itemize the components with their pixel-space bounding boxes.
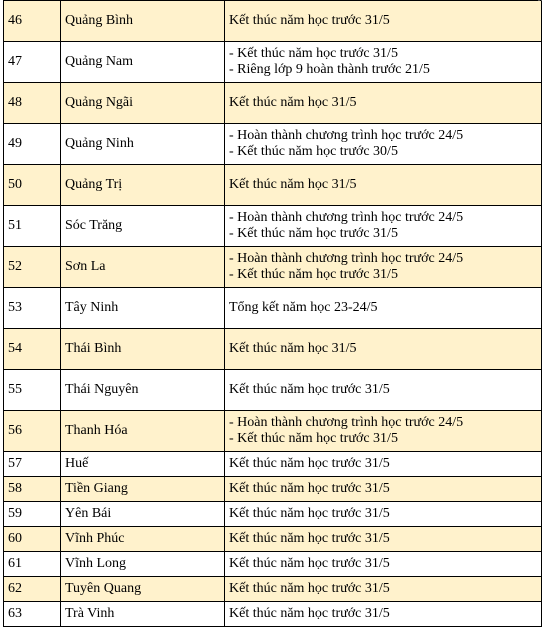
province-name-cell: Thái Bình	[61, 329, 225, 370]
table-row	[4, 502, 542, 527]
table-row	[4, 124, 542, 165]
row-number-cell: 47	[4, 42, 61, 83]
row-number-cell: 52	[4, 247, 61, 288]
table-row	[4, 288, 542, 329]
schedule-note-cell	[225, 477, 542, 502]
table-row	[4, 411, 542, 452]
schedule-note-line: Kết thúc năm học 31/5	[229, 341, 357, 356]
schedule-note-line: Kết thúc năm học trước 31/5	[229, 506, 390, 521]
table-row	[4, 452, 542, 477]
schedule-note-cell	[225, 206, 542, 247]
row-number-cell: 48	[4, 83, 61, 124]
schedule-note-line: Kết thúc năm học trước 31/5	[229, 456, 390, 471]
row-number-cell: 62	[4, 577, 61, 602]
province-name-cell: Quảng Ninh	[61, 124, 225, 165]
table-row	[4, 577, 542, 602]
table-row	[4, 206, 542, 247]
schedule-note-cell	[225, 602, 542, 627]
row-number-cell: 46	[4, 1, 61, 42]
schedule-note-line: Kết thúc năm học trước 31/5	[229, 531, 390, 546]
province-schedule-table	[3, 0, 542, 627]
schedule-note-cell	[225, 1, 542, 42]
schedule-note-cell	[225, 370, 542, 411]
schedule-note-cell	[225, 124, 542, 165]
schedule-note-line: Kết thúc năm học trước 31/5	[229, 382, 390, 397]
schedule-note-line: - Kết thúc năm học trước 31/5	[229, 431, 398, 446]
schedule-note-cell	[225, 577, 542, 602]
table-row	[4, 602, 542, 627]
schedule-note-line: Kết thúc năm học 31/5	[229, 177, 357, 192]
schedule-note-cell	[225, 552, 542, 577]
corner-mark	[538, 0, 542, 2]
schedule-note-line: - Kết thúc năm học trước 31/5	[229, 226, 398, 241]
province-name-cell: Tây Ninh	[61, 288, 225, 329]
table-row	[4, 247, 542, 288]
schedule-note-line: - Hoàn thành chương trình học trước 24/5	[229, 128, 464, 143]
schedule-note-cell	[225, 83, 542, 124]
row-number-cell: 58	[4, 477, 61, 502]
schedule-note-cell	[225, 288, 542, 329]
table-row	[4, 477, 542, 502]
row-number-cell: 59	[4, 502, 61, 527]
province-name-cell: Quảng Bình	[61, 1, 225, 42]
table-row	[4, 83, 542, 124]
table-body	[4, 1, 542, 627]
schedule-note-cell	[225, 329, 542, 370]
row-number-cell: 60	[4, 527, 61, 552]
row-number-cell: 50	[4, 165, 61, 206]
table-row	[4, 42, 542, 83]
schedule-note-line: Kết thúc năm học trước 31/5	[229, 13, 390, 28]
schedule-note-line: - Kết thúc năm học trước 31/5	[229, 267, 398, 282]
table-row	[4, 552, 542, 577]
row-number-cell: 56	[4, 411, 61, 452]
schedule-note-line: - Riêng lớp 9 hoàn thành trước 21/5	[229, 62, 430, 77]
table-row	[4, 329, 542, 370]
row-number-cell: 54	[4, 329, 61, 370]
province-name-cell: Thái Nguyên	[61, 370, 225, 411]
schedule-note-line: Kết thúc năm học trước 31/5	[229, 581, 390, 596]
province-name-cell: Trà Vinh	[61, 602, 225, 627]
province-name-cell: Quảng Ngãi	[61, 83, 225, 124]
schedule-note-line: - Hoàn thành chương trình học trước 24/5	[229, 210, 464, 225]
province-name-cell: Sơn La	[61, 247, 225, 288]
schedule-note-line: - Kết thúc năm học trước 30/5	[229, 144, 398, 159]
schedule-note-line: Tổng kết năm học 23-24/5	[229, 300, 378, 315]
schedule-note-line: Kết thúc năm học trước 31/5	[229, 556, 390, 571]
province-name-cell: Quảng Nam	[61, 42, 225, 83]
province-name-cell: Huế	[61, 452, 225, 477]
row-number-cell: 51	[4, 206, 61, 247]
schedule-note-cell	[225, 502, 542, 527]
schedule-note-cell	[225, 165, 542, 206]
row-number-cell: 57	[4, 452, 61, 477]
schedule-note-line: Kết thúc năm học 31/5	[229, 95, 357, 110]
row-number-cell: 61	[4, 552, 61, 577]
province-name-cell: Quảng Trị	[61, 165, 225, 206]
schedule-note-cell	[225, 452, 542, 477]
schedule-note-line: - Hoàn thành chương trình học trước 24/5	[229, 251, 464, 266]
row-number-cell: 53	[4, 288, 61, 329]
schedule-note-line: Kết thúc năm học trước 31/5	[229, 481, 390, 496]
schedule-note-cell	[225, 411, 542, 452]
schedule-note-cell	[225, 527, 542, 552]
row-number-cell: 55	[4, 370, 61, 411]
row-number-cell: 49	[4, 124, 61, 165]
table-row	[4, 165, 542, 206]
schedule-note-cell	[225, 42, 542, 83]
province-name-cell: Vĩnh Phúc	[61, 527, 225, 552]
document-page	[3, 0, 542, 627]
province-name-cell: Tiền Giang	[61, 477, 225, 502]
schedule-note-line: - Kết thúc năm học trước 31/5	[229, 46, 398, 61]
province-name-cell: Sóc Trăng	[61, 206, 225, 247]
schedule-note-line: Kết thúc năm học trước 31/5	[229, 606, 390, 621]
table-row	[4, 527, 542, 552]
table-row	[4, 1, 542, 42]
row-number-cell: 63	[4, 602, 61, 627]
province-name-cell: Vĩnh Long	[61, 552, 225, 577]
table-row	[4, 370, 542, 411]
province-name-cell: Yên Bái	[61, 502, 225, 527]
province-name-cell: Thanh Hóa	[61, 411, 225, 452]
schedule-note-cell	[225, 247, 542, 288]
province-name-cell: Tuyên Quang	[61, 577, 225, 602]
schedule-note-line: - Hoàn thành chương trình học trước 24/5	[229, 415, 464, 430]
